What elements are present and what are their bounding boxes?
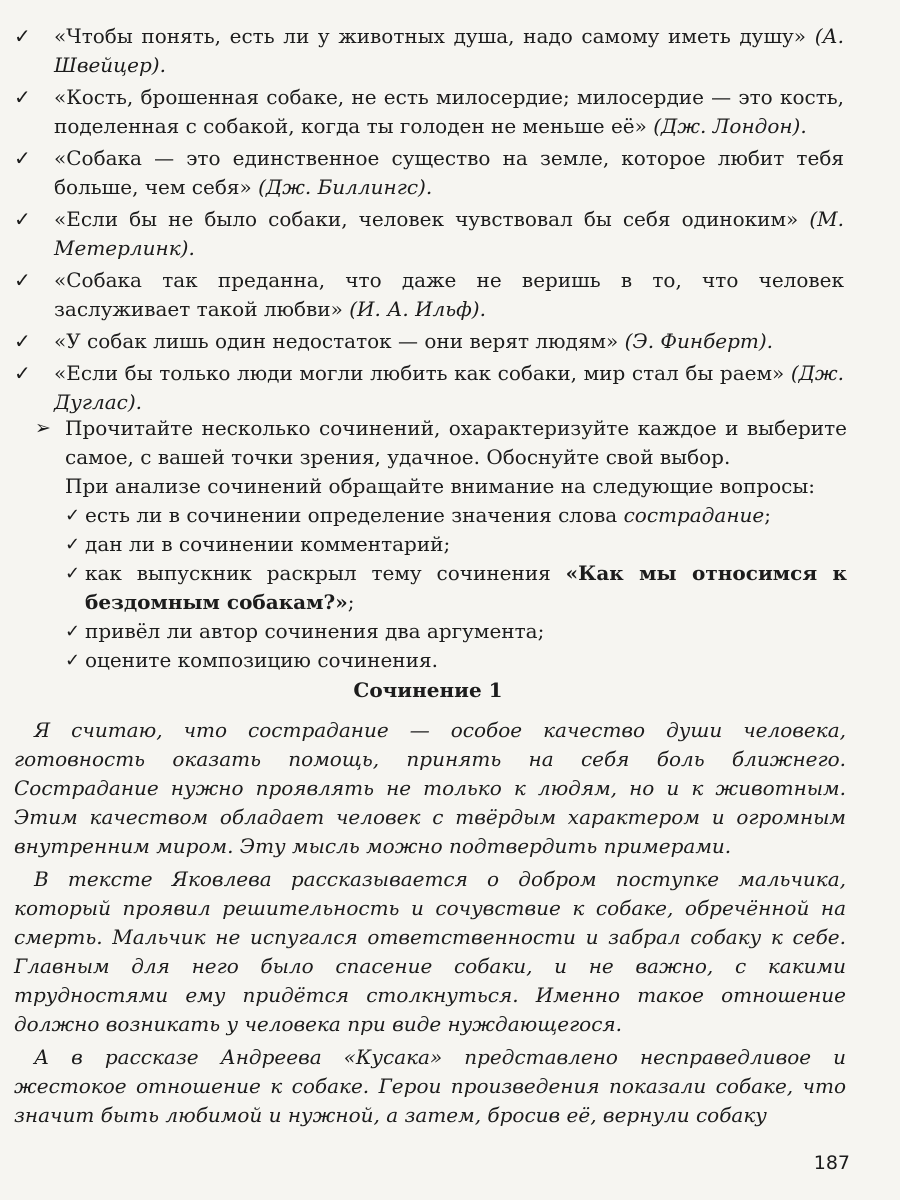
- task-question: ✓ оцените композицию сочинения.: [65, 646, 847, 675]
- task-question: ✓ есть ли в сочинении определение значения слова сострадание;: [65, 501, 847, 530]
- checkmark-icon: ✓: [14, 207, 31, 231]
- quote-author: (И. А. Ильф).: [349, 297, 486, 321]
- quote-text: «Собака — это единственное существо на земле, которое любит тебя больше, чем себя»: [54, 146, 844, 199]
- checkmark-icon: ✓: [65, 621, 81, 642]
- quote-item: [14, 205, 844, 263]
- task-questions: [35, 501, 847, 675]
- quote-author: (А. Швейцер).: [54, 24, 844, 77]
- checkmark-icon: ✓: [14, 146, 31, 170]
- checkmark-icon: ✓: [14, 268, 31, 292]
- quote-text: «Чтобы понять, есть ли у животных душа, надо самому иметь душу»: [54, 24, 807, 48]
- essay-body: [14, 716, 846, 1134]
- checkmark-icon: ✓: [65, 650, 81, 671]
- essay-paragraph: В тексте Яковлева рассказывается о добром поступке мальчика, который проявил решительность и сочувствие к собаке, обречённой на смерть. Мальчик не испугался ответственности и забрал собаку к себе. Главным для него было спасение собаки, и не важно, с какими трудностями ему придётся столкнуться. Именно такое отношение должно возникать у человека при виде нуждающегося.: [14, 867, 846, 1036]
- task-subheading: При анализе сочинений обращайте внимание на следующие вопросы:: [65, 474, 816, 498]
- quote-item: [14, 22, 844, 80]
- checkmark-icon: ✓: [65, 534, 81, 555]
- essay-title: Сочинение 1: [353, 678, 503, 702]
- task-intro: [35, 414, 847, 472]
- checkmark-icon: ✓: [14, 329, 31, 353]
- quote-author: (Дж. Лондон).: [653, 114, 807, 138]
- quote-item: [14, 266, 844, 324]
- essay-paragraph: А в рассказе Андреева «Кусака» представлено несправедливое и жестокое отношение к собаке. Герои произведения показали собаке, что значит быть любимой и нужной, а затем, бросив её, вернули собаку: [14, 1045, 846, 1127]
- essay-topic: «Как мы относимся к бездомным собакам?»: [85, 561, 847, 614]
- task-intro-text: Прочитайте несколько сочинений, охарактеризуйте каждое и выберите самое, с вашей точки зрения, удачное. Обоснуйте свой выбор.: [65, 416, 847, 469]
- arrow-bullet-icon: ➢: [35, 417, 51, 439]
- checkmark-icon: ✓: [14, 24, 31, 48]
- quote-author: (Дж. Биллингс).: [258, 175, 433, 199]
- quote-text: «Кость, брошенная собаке, не есть милосердие; милосердие — это кость, поделенная с собакой, когда ты голоден не меньше её»: [54, 85, 844, 138]
- quote-text: «Если бы только люди могли любить как собаки, мир стал бы раем»: [54, 361, 785, 385]
- task-question: ✓ привёл ли автор сочинения два аргумента;: [65, 617, 847, 646]
- term-highlight: сострадание: [623, 503, 765, 527]
- quote-author: (М. Метерлинк).: [54, 207, 844, 260]
- quote-item: [14, 83, 844, 141]
- task-question: ✓ дан ли в сочинении комментарий;: [65, 530, 847, 559]
- task-question: ✓ как выпускник раскрыл тему сочинения «Как мы относимся к бездомным собакам?»;: [65, 561, 847, 614]
- quote-author: (Дж. Дуглас).: [54, 361, 845, 414]
- quote-item: [14, 327, 844, 356]
- quote-text: «Если бы не было собаки, человек чувствовал бы себя одиноким»: [54, 207, 799, 231]
- page-number: 187: [813, 1152, 850, 1174]
- essay-paragraph: Я считаю, что сострадание — особое качество души человека, готовность оказать помощь, принять на себя боль ближнего. Сострадание нужно проявлять не только к людям, но и к животным. Этим качеством обладает человек с твёрдым характером и огромным внутренним миром. Эту мысль можно подтвердить примерами.: [14, 718, 846, 858]
- checkmark-icon: ✓: [65, 563, 81, 584]
- quote-item: [14, 144, 844, 202]
- quotes-list: [14, 22, 844, 420]
- checkmark-icon: ✓: [14, 361, 31, 385]
- quote-text: «Собака так преданна, что даже не веришь в то, что человек заслуживает такой любви»: [54, 268, 844, 321]
- checkmark-icon: ✓: [65, 505, 81, 526]
- checkmark-icon: ✓: [14, 85, 31, 109]
- task-block: [35, 414, 847, 675]
- quote-text: «У собак лишь один недостаток — они верят людям»: [54, 329, 619, 353]
- quote-item: [14, 359, 844, 417]
- quote-author: (Э. Финберт).: [624, 329, 774, 353]
